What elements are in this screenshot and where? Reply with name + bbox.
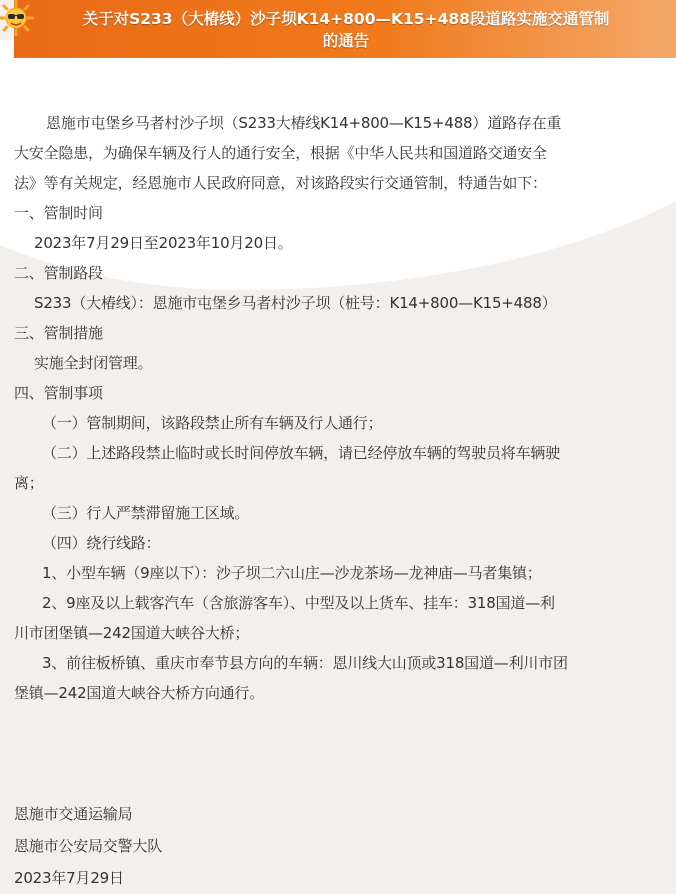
body-line: 川市团堡镇—242国道大峡谷大桥； (14, 624, 250, 642)
body-line: 3、前往板桥镇、重庆市奉节县方向的车辆：恩川线大山顶或318国道—利川市团 (42, 654, 568, 672)
body-line: 三、管制措施 (14, 324, 103, 342)
body-line: 2023年7月29日至2023年10月20日。 (34, 234, 293, 252)
body-line: （三）行人严禁滞留施工区域。 (42, 504, 250, 522)
body-line: 离； (14, 474, 44, 492)
body-line: 大安全隐患，为确保车辆及行人的通行安全，根据《中华人民共和国道路交通安全 (14, 144, 547, 162)
body-line: 一、管制时间 (14, 204, 103, 222)
title-banner (14, 0, 676, 58)
body-line: （四）绕行线路： (42, 534, 161, 552)
body-line: （二）上述路段禁止临时或长时间停放车辆，请已经停放车辆的驾驶员将车辆驶 (42, 444, 561, 462)
body-line: 1、小型车辆（9座以下）：沙子坝二六山庄—沙龙茶场—龙神庙—马者集镇； (42, 564, 542, 582)
signature-block (14, 798, 162, 894)
body-line: （一）管制期间，该路段禁止所有车辆及行人通行； (42, 414, 383, 432)
body-line: S233（大椿线）：恩施市屯堡乡马者村沙子坝（桩号：K14+800—K15+488） (34, 294, 557, 312)
body-line: 四、管制事项 (14, 384, 103, 402)
body-line: 2、9座及以上载客汽车（含旅游客车）、中型及以上货车、挂车：318国道—利 (42, 594, 555, 612)
body-line: 二、管制路段 (14, 264, 103, 282)
body-line: 法》等有关规定，经恩施市人民政府同意，对该路段实行交通管制，特通告如下： (14, 174, 547, 192)
body-line: 恩施市屯堡乡马者村沙子坝（S233大椿线K14+800—K15+488）道路存在重 (46, 114, 562, 132)
title-line-1: 关于对S233（大椿线）沙子坝K14+800—K15+488段道路实施交通管制 (82, 10, 610, 28)
issuer-transport-bureau: 恩施市交通运输局 (14, 805, 133, 823)
notice-body (14, 108, 664, 708)
sun-with-sunglasses-icon (0, 0, 34, 36)
issuer-traffic-police: 恩施市公安局交警大队 (14, 837, 163, 855)
notice-title (38, 8, 654, 52)
body-line: 实施全封闭管理。 (34, 354, 153, 372)
title-line-2: 的通告 (322, 32, 370, 50)
body-line: 堡镇—242国道大峡谷大桥方向通行。 (14, 684, 265, 702)
issue-date: 2023年7月29日 (14, 869, 124, 887)
